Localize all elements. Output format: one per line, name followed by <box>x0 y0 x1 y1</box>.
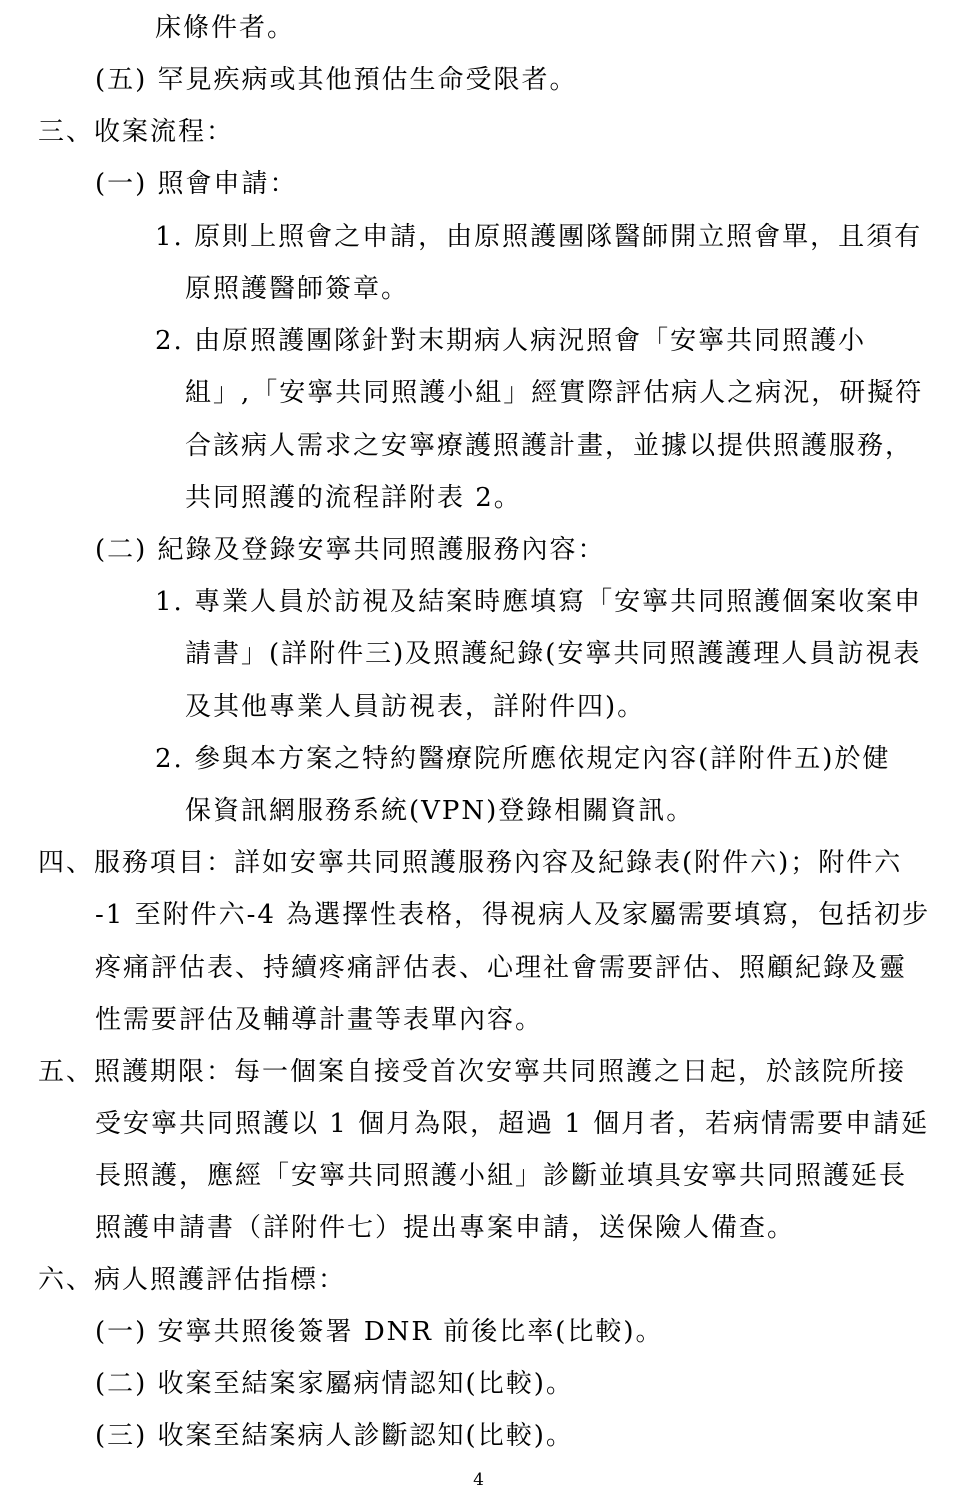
section-heading-6: 六、病人照護評估指標： <box>38 1265 347 1295</box>
list-item-2: (二) 收案至結案家屬病情認知(比較)。 <box>95 1369 574 1399</box>
text-line: 受安寧共同照護以 1 個月為限，超過 1 個月者，若病情需要申請延 <box>95 1109 930 1139</box>
text-line: 照護申請書（詳附件七）提出專案申請，送保險人備查。 <box>95 1213 796 1243</box>
list-item-2: 2. 由原照護團隊針對末期病人病況照會「安寧共同照護小 <box>155 326 867 356</box>
text-line: 性需要評估及輔導計畫等表單內容。 <box>95 1005 544 1035</box>
list-item-1: 1. 原則上照會之申請，由原照護團隊醫師開立照會單，且須有 <box>155 222 923 252</box>
text-line: 原照護醫師簽章。 <box>185 274 410 304</box>
text-line: 保資訊網服務系統(VPN)登錄相關資訊。 <box>185 796 695 826</box>
text-line: 床條件者。 <box>155 13 296 43</box>
list-item-5: (五) 罕見疾病或其他預估生命受限者。 <box>95 65 578 95</box>
text-line: 組」,「安寧共同照護小組」經實際評估病人之病況，研擬符 <box>185 378 924 408</box>
text-line: 請書」(詳附件三)及照護紀錄(安寧共同照護護理人員訪視表 <box>185 639 922 669</box>
subsection-heading-1: (一) 照會申請： <box>95 169 298 199</box>
list-item-1: (一) 安寧共照後簽署 DNR 前後比率(比較)。 <box>95 1317 664 1347</box>
text-line: 疼痛評估表、持續疼痛評估表、心理社會需要評估、照顧紀錄及靈 <box>95 953 908 983</box>
section-heading-4: 四、服務項目：詳如安寧共同照護服務內容及紀錄表(附件六)；附件六 <box>38 848 903 878</box>
section-heading-5: 五、照護期限：每一個案自接受首次安寧共同照護之日起，於該院所接 <box>38 1057 907 1087</box>
text-line: 共同照護的流程詳附表 2。 <box>185 483 522 513</box>
text-line: 及其他專業人員訪視表，詳附件四)。 <box>185 692 646 722</box>
section-heading-3: 三、收案流程： <box>38 117 235 147</box>
text-line: 合該病人需求之安寧療護照護計畫，並據以提供照護服務， <box>185 431 914 461</box>
list-item-3: (三) 收案至結案病人診斷認知(比較)。 <box>95 1421 574 1451</box>
subsection-heading-2: (二) 紀錄及登錄安寧共同照護服務內容： <box>95 535 606 565</box>
list-item-1: 1. 專業人員於訪視及結案時應填寫「安寧共同照護個案收案申 <box>155 587 923 617</box>
list-item-2: 2. 參與本方案之特約醫療院所應依規定內容(詳附件五)於健 <box>155 744 891 774</box>
page-number: 4 <box>473 1470 484 1490</box>
text-line: -1 至附件六-4 為選擇性表格，得視病人及家屬需要填寫，包括初步 <box>95 900 931 930</box>
text-line: 長照護，應經「安寧共同照護小組」診斷並填具安寧共同照護延長 <box>95 1161 908 1191</box>
